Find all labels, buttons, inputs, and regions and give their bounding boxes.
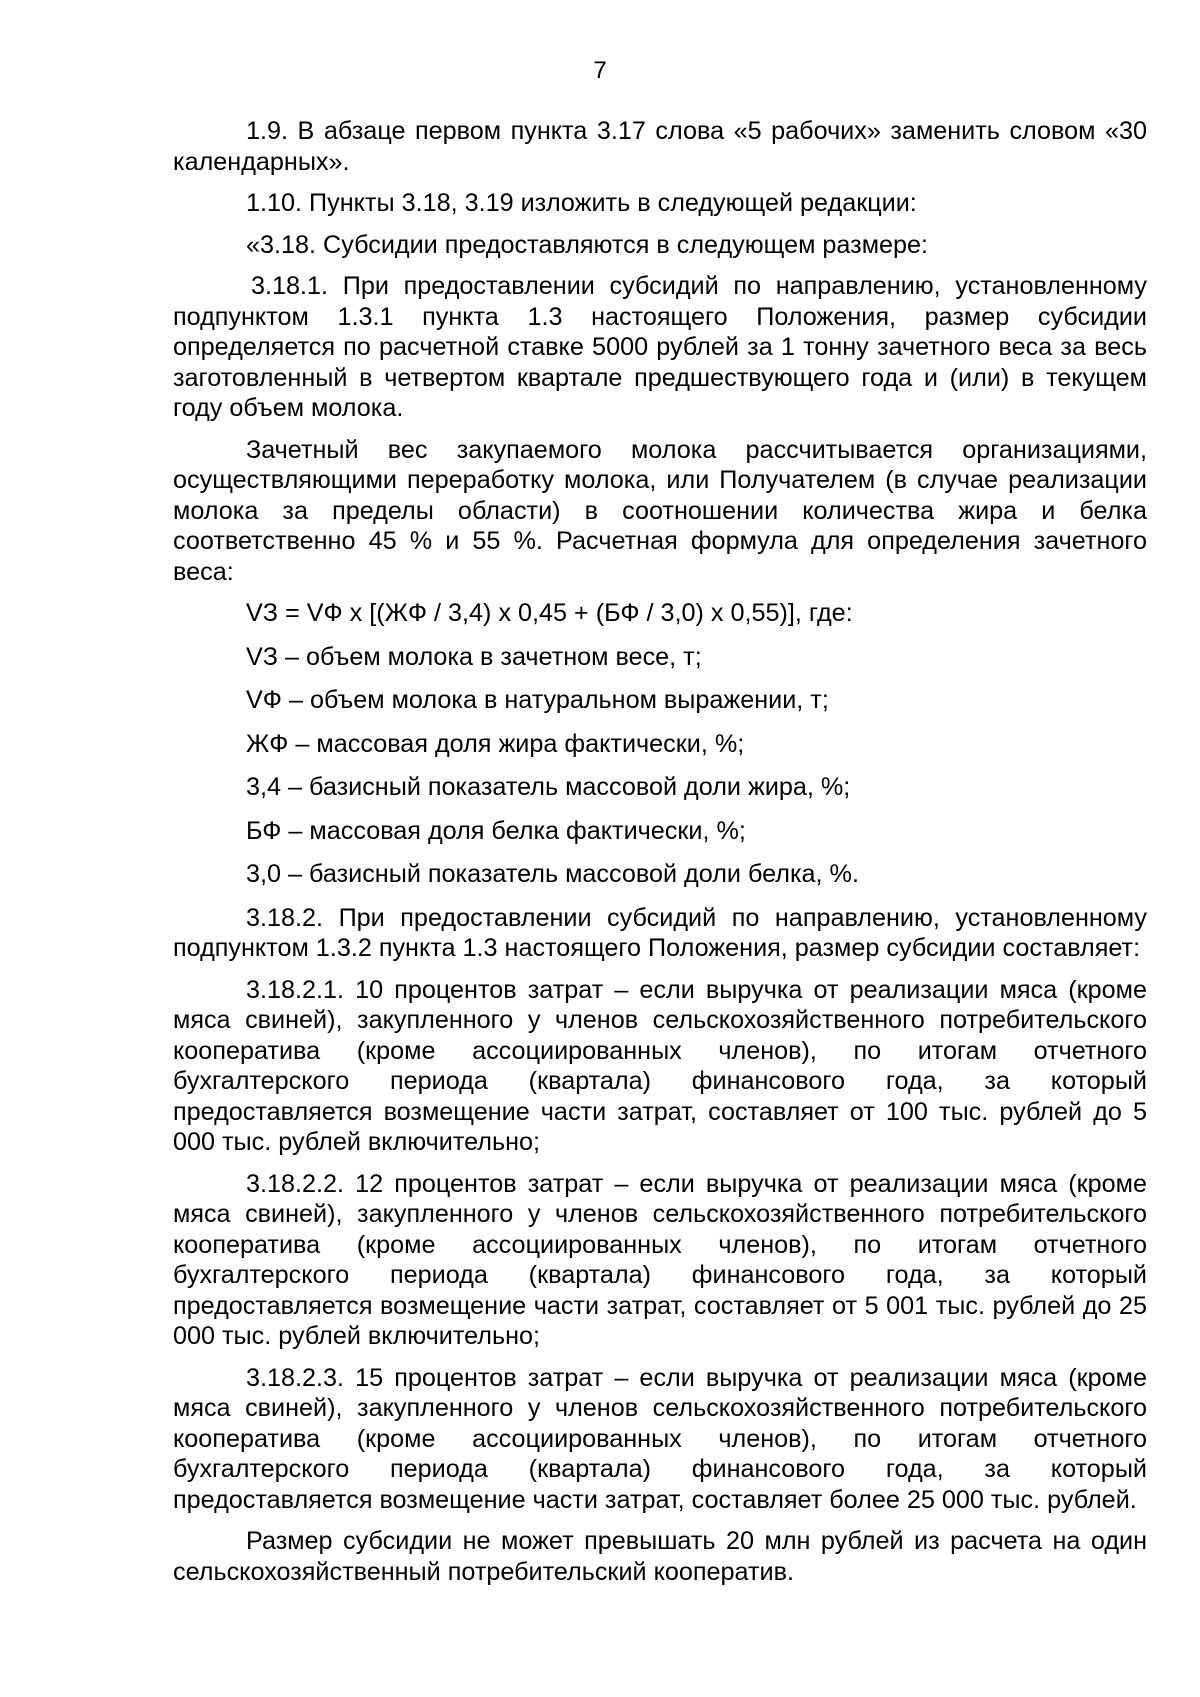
formula-definition: БФ – массовая доля белка фактически, %; [246,816,746,845]
paragraph-subsidy-limit: Размер субсидии не может превышать 20 млн рублей из расчета на один сельскохозяйственный потребительский кооператив. [173,1527,1147,1586]
formula-definition: 3,0 – базисный показатель массовой доли белка, %. [246,860,859,888]
paragraph-3-18-1: 3.18.1. При предоставлении субсидий по направлению, установленному подпунктом 1.3.1 пункта 1.3 настоящего Положения, размер субсидии определяется по расчетной ставке 5000 рублей за 1 тонну зачетного веса за весь заготовленный в четвертом квартале предшествующего года и (или) в текущем году объем молока. [173,272,1147,422]
formula-definition: ЖФ – массовая доля жира фактически, %; [246,729,745,758]
formula-definition: 3,4 – базисный показатель массовой доли жира, %; [246,773,851,801]
paragraph-3-18-2-1: 3.18.2.1. 10 процентов затрат – если выручка от реализации мяса (кроме мяса свиней), закупленного у членов сельскохозяйственного потребительского кооператива (кроме ассоциированных членов), по итогам отчетного бухгалтерского периода (квартала) финансового года, за который предоставляется возмещение части затрат, составляет от 100 тыс. рублей до 5 000 тыс. рублей включительно; [173,975,1147,1156]
formula-definition: VЗ – объем молока в зачетном весе, т; [246,642,702,671]
paragraph-1-10: 1.10. Пункты 3.18, 3.19 изложить в следующей редакции: [246,189,917,217]
paragraph-3-18-2-2: 3.18.2.2. 12 процентов затрат – если выручка от реализации мяса (кроме мяса свиней), закупленного у членов сельскохозяйственного потребительского кооператива (кроме ассоциированных членов), по итогам отчетного бухгалтерского периода (квартала) финансового года, за который предоставляется возмещение части затрат, составляет от 5 001 тыс. рублей до 25 000 тыс. рублей включительно; [173,1169,1147,1350]
formula-expression: VЗ = VФ x [(ЖФ / 3,4) x 0,45 + (БФ / 3,0) x 0,55)], где: [246,599,853,627]
paragraph-credit-weight: Зачетный вес закупаемого молока рассчитывается организациями, осуществляющими переработку молока, или Получателем (в случае реализации молока за пределы области) в соотношении количества жира и белка соответственно 45 % и 55 %. Расчетная формула для определения зачетного веса: [173,435,1147,586]
page-number: 7 [593,57,607,84]
paragraph-3-18-2-3: 3.18.2.3. 15 процентов затрат – если выручка от реализации мяса (кроме мяса свиней), закупленного у членов сельскохозяйственного потребительского кооператива (кроме ассоциированных членов), по итогам отчетного бухгалтерского периода (квартала) финансового года, за который предоставляется возмещение части затрат, составляет более 25 000 тыс. рублей. [173,1363,1147,1514]
formula-definition: VФ – объем молока в натуральном выражении, т; [246,686,829,714]
paragraph-3-18: «3.18. Субсидии предоставляются в следующем размере: [246,230,929,259]
paragraph-3-18-2: 3.18.2. При предоставлении субсидий по направлению, установленному подпунктом 1.3.2 пункта 1.3 настоящего Положения, размер субсидии составляет: [173,903,1147,962]
paragraph-1-9: 1.9. В абзаце первом пункта 3.17 слова «5 рабочих» заменить словом «30 календарных». [173,117,1147,176]
document-body [173,116,1147,1598]
